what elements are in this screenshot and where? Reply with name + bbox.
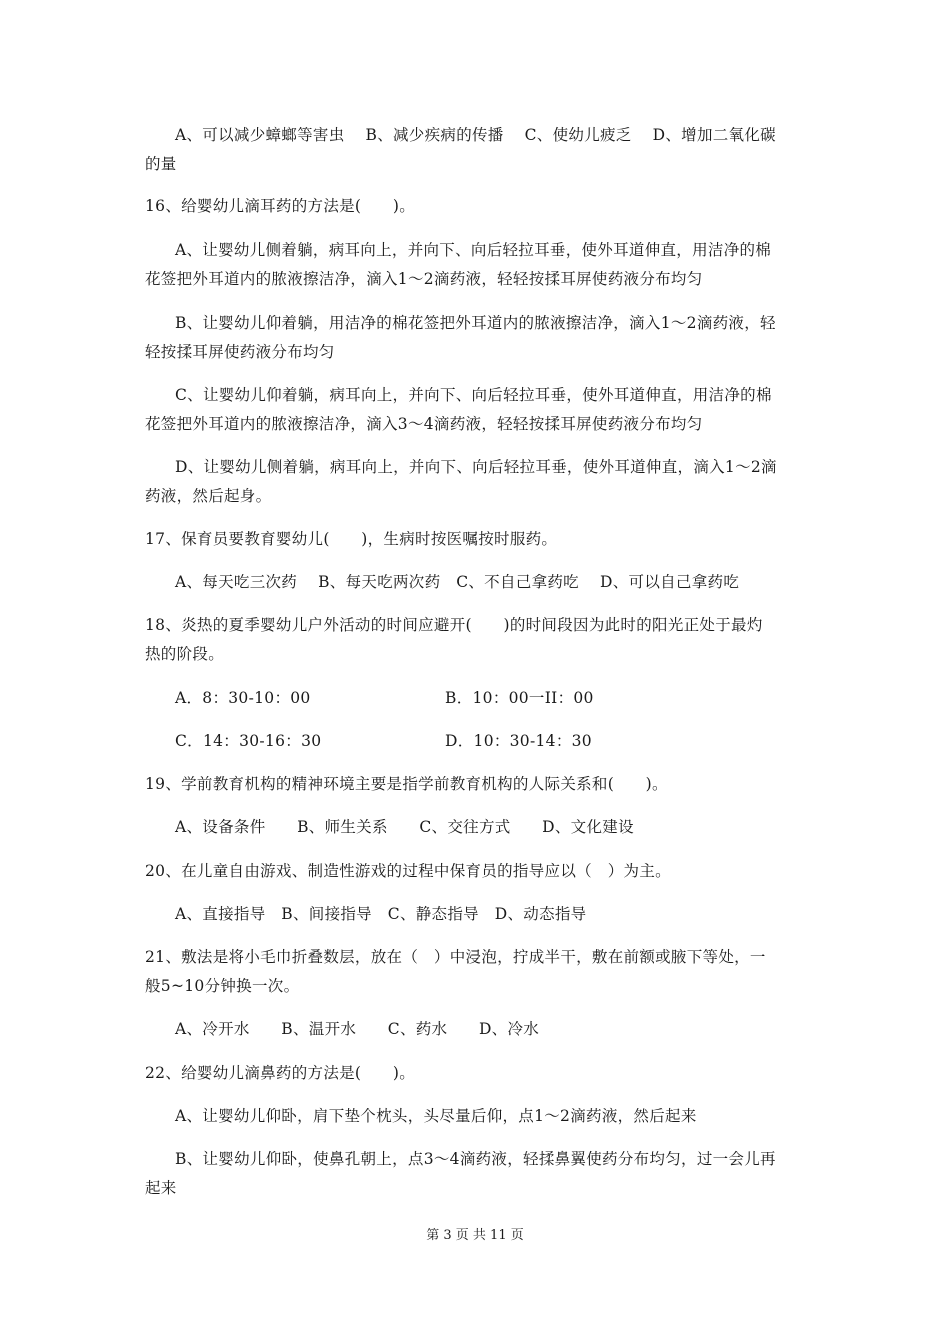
q16-option-a-line2: 花签把外耳道内的脓液擦洁净，滴入1～2滴药液，轻轻按揉耳屏使药液分布均匀 bbox=[145, 270, 703, 288]
q18-option-d: D．10：30-14：30 bbox=[445, 732, 592, 750]
q21-stem-line1: 21、敷法是将小毛巾折叠数层，放在（ ）中浸泡，拧成半干，敷在前额或腋下等处，一 bbox=[145, 948, 766, 966]
q15-options-continuation: 的量 bbox=[145, 155, 177, 173]
q19-options: A、设备条件 B、师生关系 C、交往方式 D、文化建设 bbox=[175, 818, 634, 836]
q18-stem-line2: 热的阶段。 bbox=[145, 645, 225, 663]
page-footer: 第 3 页 共 11 页 bbox=[426, 1228, 524, 1243]
q16-option-a-line1: A、让婴幼儿侧着躺，病耳向上，并向下、向后轻拉耳垂，使外耳道伸直，用洁净的棉 bbox=[175, 241, 772, 259]
q18-options-row1 bbox=[175, 684, 810, 713]
q18-stem-line1: 18、炎热的夏季婴幼儿户外活动的时间应避开( )的时间段因为此时的阳光正处于最灼 bbox=[145, 616, 763, 634]
q18-option-c: C．14：30-16：30 bbox=[175, 732, 322, 750]
q16-option-c-line1: C、让婴幼儿仰着躺，病耳向上，并向下、向后轻拉耳垂，使外耳道伸直，用洁净的棉 bbox=[175, 386, 772, 404]
q21-options: A、冷开水 B、温开水 C、药水 D、冷水 bbox=[175, 1020, 540, 1038]
q17-stem: 17、保育员要教育婴幼儿( )，生病时按医嘱按时服药。 bbox=[145, 530, 558, 548]
q15-options-line: A、可以减少蟑螂等害虫 B、减少疾病的传播 C、使幼儿疲乏 D、增加二氧化碳 bbox=[175, 126, 776, 144]
q20-stem: 20、在儿童自由游戏、制造性游戏的过程中保育员的指导应以（ ）为主。 bbox=[145, 862, 671, 880]
q22-stem: 22、给婴幼儿滴鼻药的方法是( )。 bbox=[145, 1064, 416, 1082]
q17-options: A、每天吃三次药 B、每天吃两次药 C、不自己拿药吃 D、可以自己拿药吃 bbox=[175, 573, 740, 591]
q20-options: A、直接指导 B、间接指导 C、静态指导 D、动态指导 bbox=[175, 905, 587, 923]
q16-option-b-line1: B、让婴幼儿仰着躺，用洁净的棉花签把外耳道内的脓液擦洁净，滴入1～2滴药液，轻 bbox=[175, 314, 776, 332]
q16-option-d-line2: 药液，然后起身。 bbox=[145, 487, 272, 505]
q18-option-a: A．8：30-10：00 bbox=[175, 689, 311, 707]
q18-option-b: B．10：00一II：00 bbox=[445, 689, 594, 707]
q22-option-b-line2: 起来 bbox=[145, 1179, 177, 1197]
q18-options-row2 bbox=[175, 727, 810, 756]
q16-option-d-line1: D、让婴幼儿侧着躺，病耳向上，并向下、向后轻拉耳垂，使外耳道伸直，滴入1～2滴 bbox=[175, 458, 777, 476]
q19-stem: 19、学前教育机构的精神环境主要是指学前教育机构的人际关系和( )。 bbox=[145, 775, 668, 793]
q22-option-a: A、让婴幼儿仰卧，肩下垫个枕头，头尽量后仰，点1～2滴药液，然后起来 bbox=[175, 1107, 697, 1125]
q22-option-b-line1: B、让婴幼儿仰卧，使鼻孔朝上，点3～4滴药液，轻揉鼻翼使药分布均匀，过一会儿再 bbox=[175, 1150, 776, 1168]
q16-stem: 16、给婴幼儿滴耳药的方法是( )。 bbox=[145, 197, 416, 215]
q16-option-b-line2: 轻按揉耳屏使药液分布均匀 bbox=[145, 343, 335, 361]
q21-stem-line2: 般5~10分钟换一次。 bbox=[145, 977, 300, 995]
q16-option-c-line2: 花签把外耳道内的脓液擦洁净，滴入3～4滴药液，轻轻按揉耳屏使药液分布均匀 bbox=[145, 415, 703, 433]
